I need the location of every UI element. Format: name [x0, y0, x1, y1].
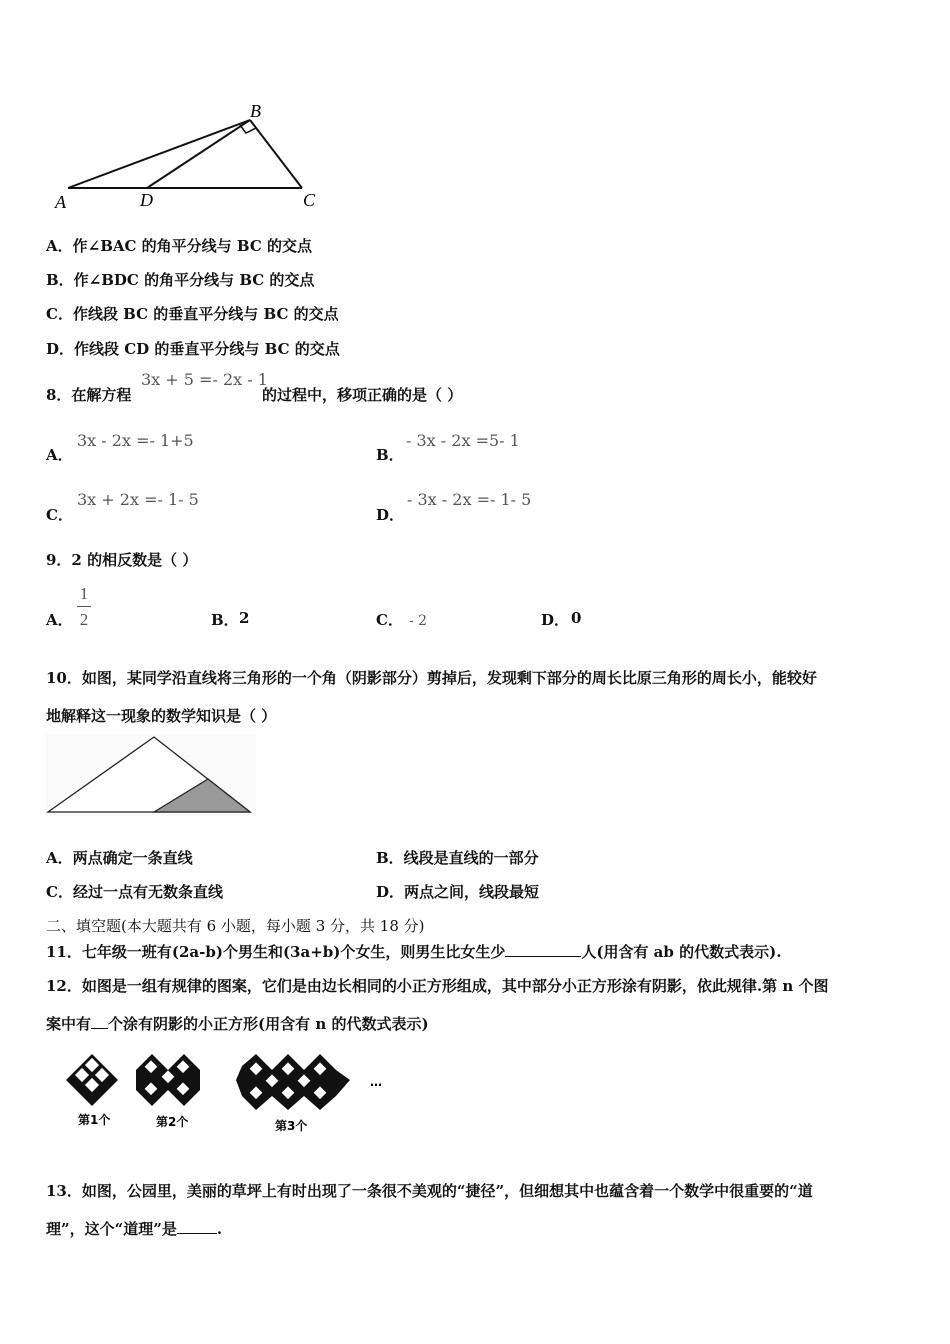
fraction-bar [77, 606, 91, 607]
q9-option-d-value: 0 [571, 609, 582, 627]
caption-1: 第1个 [78, 1113, 111, 1127]
q11-text-after: 人(用含有 ab 的代数式表示). [581, 943, 782, 961]
q8-option-a-label: A． [46, 446, 73, 464]
cut-triangle-figure [46, 734, 256, 816]
pattern-ellipsis: … [370, 1075, 382, 1089]
q7-option-d: D．作线段 CD 的垂直平分线与 BC 的交点 [46, 340, 340, 358]
q13-answer-blank [177, 1233, 217, 1234]
q10-stem-line1: 10．如图，某同学沿直线将三角形的一个角（阴影部分）剪掉后，发现剩下部分的周长比原三角形的周长小，能较好 [46, 669, 817, 687]
pattern-1 [66, 1054, 118, 1106]
q7-option-c: C．作线段 BC 的垂直平分线与 BC 的交点 [46, 305, 339, 323]
q10-stem-line2: 地解释这一现象的数学知识是（ ） [46, 707, 277, 725]
q10-option-a: A．两点确定一条直线 [46, 849, 193, 867]
q9-option-a-numerator: 1 [79, 584, 89, 603]
q9-option-c-value: - 2 [409, 613, 428, 629]
q8-option-a-expr: 3x - 2x =- 1+5 [77, 431, 194, 450]
pattern-2 [136, 1054, 200, 1106]
q9-option-a-denominator: 2 [79, 610, 89, 629]
q8-option-c-label: C． [46, 506, 73, 524]
caption-2: 第2个 [156, 1115, 189, 1129]
q12-stem-line1: 12．如图是一组有规律的图案，它们是由边长相同的小正方形组成，其中部分小正方形涂有阴影，依此规律.第 n 个图 [46, 977, 829, 995]
q12-answer-blank [91, 1028, 108, 1029]
q8-option-b-expr: - 3x - 2x =5- 1 [406, 431, 520, 450]
q7-option-b: B．作∠BDC 的角平分线与 BC 的交点 [46, 271, 315, 289]
q8-option-d-expr: - 3x - 2x =- 1- 5 [407, 490, 532, 509]
q7-option-a: A．作∠BAC 的角平分线与 BC 的交点 [46, 237, 313, 255]
q8-option-b-label: B． [376, 446, 404, 464]
q8-stem-prefix: 8．在解方程 [46, 386, 132, 404]
q9-option-c-label: C． [376, 611, 403, 629]
q8-equation: 3x + 5 =- 2x - 1 [141, 370, 268, 389]
label-d: D [140, 190, 153, 210]
pattern-3 [236, 1054, 350, 1110]
q9-stem: 9．2 的相反数是（ ） [46, 551, 198, 569]
q8-stem-suffix: 的过程中，移项正确的是（ ） [262, 386, 463, 404]
q11-answer-blank [505, 956, 581, 957]
label-b: B [250, 101, 261, 121]
q8-option-d-label: D． [376, 506, 405, 524]
label-a: A [55, 192, 66, 212]
q12-text-before: 案中有 [46, 1015, 92, 1033]
q12-stem-line2 [46, 1013, 429, 1034]
q12-pattern-figure [60, 1052, 400, 1138]
q10-option-d: D．两点之间，线段最短 [376, 883, 540, 901]
label-c: C [303, 190, 316, 210]
q11-text-before: 11．七年级一班有(2a-b)个男生和(3a+b)个女生，则男生比女生少 [46, 943, 506, 961]
q13-text-after: . [216, 1220, 223, 1238]
q9-option-b-value: 2 [239, 609, 250, 627]
q12-text-after: 个涂有阴影的小正方形(用含有 n 的代数式表示) [108, 1015, 429, 1033]
q13-stem-line2 [46, 1218, 222, 1239]
q10-option-b: B．线段是直线的一部分 [376, 849, 539, 867]
q13-stem-line1: 13．如图，公园里，美丽的草坪上有时出现了一条很不美观的“捷径”，但细想其中也蕴含着一个数学中很重要的“道 [46, 1182, 813, 1200]
section2-heading: 二、填空题(本大题共有 6 小题，每小题 3 分，共 18 分) [46, 917, 425, 935]
q8-option-c-expr: 3x + 2x =- 1- 5 [77, 490, 199, 509]
q11-line [46, 941, 781, 962]
triangle-abc-figure [50, 98, 340, 218]
q9-option-d-label: D． [541, 611, 570, 629]
q9-option-a-label: A． [46, 611, 73, 629]
q9-option-b-label: B． [211, 611, 239, 629]
q10-option-c: C．经过一点有无数条直线 [46, 883, 223, 901]
caption-3: 第3个 [275, 1119, 308, 1133]
q13-text-before: 理”，这个“道理”是 [46, 1220, 177, 1238]
